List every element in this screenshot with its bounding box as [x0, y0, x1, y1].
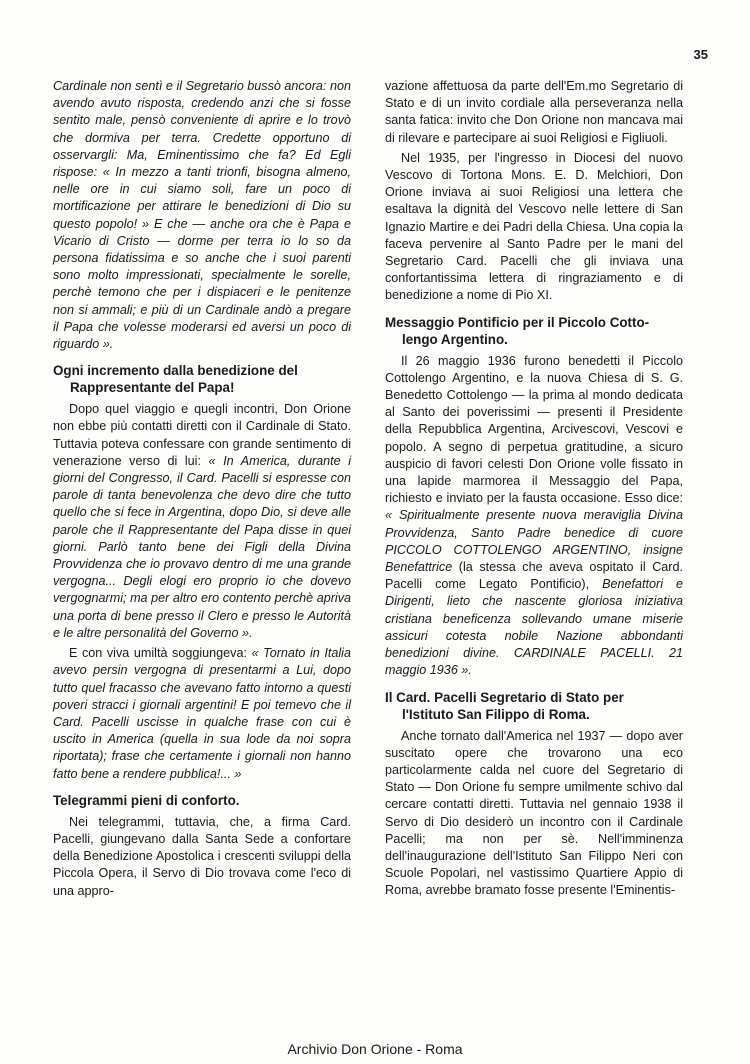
quote-run: « In America, durante i giorni del Congresso, il Card. Pacelli si espresse con parole di tanta benevolenza che devo dire che tutto quello che si fece in Argentina, dopo Dio, si deve alle parole che il Rappresentante del Papa disse in quei giorni. Parlò tanto bene dei Figli della Divina Provvidenza che io provavo dentro di me una grande vergogna... Degli elogi ero proprio io che dovevo vergognarmi; ma per altro ero contento perchè apriva una porta di bene presso il Clero e presso le Autorità e le altre personalità del Governo ». [53, 453, 352, 640]
left-column [53, 78, 351, 903]
heading-line: Messaggio Pontificio per il Piccolo Cotto- [385, 314, 650, 330]
paragraph: Anche tornato dall'America nel 1937 — dopo aver suscitato opere che trovarono una eco particolarmente calda nel cuore del Segretario di Stato — Don Orione fu sempre umilmente schivo dal cercare contatti diretti. Tuttavia nel gennaio 1938 il Servo di Dio desiderò un incontro con il Cardinale Pacelli; ma non per sè. Nell'imminenza dell'inaugurazione dell'Istituto San Filippo Neri con Scuole Popolari, nel vastissimo Quartiere Appio di Roma, avrebbe bramato fosse presente l'Eminentis- [385, 728, 683, 898]
paragraph [53, 645, 351, 783]
paragraph: vazione affettuosa da parte dell'Em.mo Segretario di Stato e di un invito cordiale alla perseveranza nella santa fatica: invito che Don Orione non mancava mai di rilevare e partecipare ai suoi Religiosi e Figliuoli. [385, 79, 683, 145]
heading-line: Rappresentante del Papa! [70, 380, 235, 396]
paragraph: Cardinale non sentì e il Segretario bussò ancora: non avendo avuto risposta, credendo anzi che si fosse sentito male, pensò conveniente di aprire e lo trovò che dormiva per terra. Credette opportuno di osservargli: Ma, Eminentissimo che fa? Ed Egli rispose: « In mezzo a tanti trionfi, bisogna almeno, nelle ore in cui siamo soli, fare un poco di mortificazione per attirare le benedizioni di Dio su questo popolo! » E che — anche ora che è Papa e Vicario di Cristo — dorme per terra io lo so da persona fidatissima e so anche che i suoi parenti sono molto impressionati, specialmente le sorelle, perchè temono che per i dispiaceri e le penitenze non si ammali; e più di un Cardinale andò a pregare il Papa che volesse moderarsi ed aversi un poco di riguardo ». [53, 79, 351, 352]
heading-line: Ogni incremento dalla benedizione del [53, 363, 298, 379]
quote-run: Benefattori e Dirigenti, lieto che nascente gloriosa iniziativa cristiana beneficenza sollevando umane miserie assicuri cotesta nobile Nazione abbondanti benedizioni divine. CARDINALE PACELLI. 21 maggio 1936 ». [385, 577, 683, 678]
section-heading [385, 314, 683, 348]
quote-run: « Tornato in Italia avevo persin vergogna di presentarmi a Lui, dopo tutto quel fracasso che avevano fatto intorno a questi poveri stracci i giornali argentini! E poi temevo che il Card. Pacelli uscisse in qualche frase con cui è uscito in America (quella in sua lode da noi sopra riportata); frase che certamente i giornali non hanno fatto bene a rendere pubblica!... » [53, 646, 351, 781]
section-heading: Telegrammi pieni di conforto. [53, 792, 240, 808]
paragraph [53, 401, 351, 642]
text-run: Dopo quel viaggio e quegli incontri, Don Orione non ebbe più contatti diretti con il Cardinale di Stato. Tuttavia poteva confessare con grande sentimento di venerazione verso di lui: [53, 402, 351, 468]
right-column [385, 78, 683, 903]
text-run: (la stessa che aveva ospitato il Card. Pacelli come Legato Pontificio), [385, 560, 683, 592]
text-run: E con viva umiltà soggiungeva: [69, 646, 252, 661]
heading-line: lengo Argentino. [402, 331, 508, 347]
text-run: Il 26 maggio 1936 furono benedetti il Piccolo Cottolengo Argentino, e la nuova Chiesa di S. G. Benedetto Cottolengo — la prima al mondo dedicata al Santo dei poverissimi — presenti il Presidente della Repubblica Argentina, Arcivescovi, Vescovi e popolo. A segno di perpetua gratitudine, a sicuro auspicio di favori celesti Don Orione volle fissato in una lapide marmorea il Messaggio del Papa, richiesto e inviato per la fausta occasione. Esso dice: [385, 353, 683, 506]
heading-line: l'Istituto San Filippo di Roma. [402, 706, 590, 722]
page-number: 35 [693, 47, 708, 62]
paragraph [385, 353, 683, 680]
paragraph: Nel 1935, per l'ingresso in Diocesi del nuovo Vescovo di Tortona Mons. E. D. Melchiori, Don Orione inviava ai suoi Religiosi una lettera che esaltava la dignità del Vescovo nelle lettere di San Ignazio Martire e dei Padri della Chiesa. Una copia la faceva pervenire al Santo Padre per le mani del Segretario Card. Pacelli che gli inviava una confortantissima lettera di ringraziamento e di benedizione a nome di Pio XI. [385, 150, 683, 303]
section-heading [53, 362, 351, 396]
archive-footer: Archivio Don Orione - Roma [287, 1041, 463, 1057]
heading-line: Il Card. Pacelli Segretario di Stato per [385, 689, 624, 705]
quote-run: « Spiritualmente presente nuova meraviglia Divina Provvidenza, Santo Padre benedice di cuore PICCOLO COTTOLENGO ARGENTINO, insigne Benefattrice [385, 508, 683, 575]
paragraph: Nei telegrammi, tuttavia, che, a firma Card. Pacelli, giungevano dalla Santa Sede a confortare della Benedizione Apostolica i crescenti sviluppi della Piccola Opera, il Servo di Dio trovava come l'eco di una appro- [53, 814, 351, 898]
section-heading [385, 689, 683, 723]
